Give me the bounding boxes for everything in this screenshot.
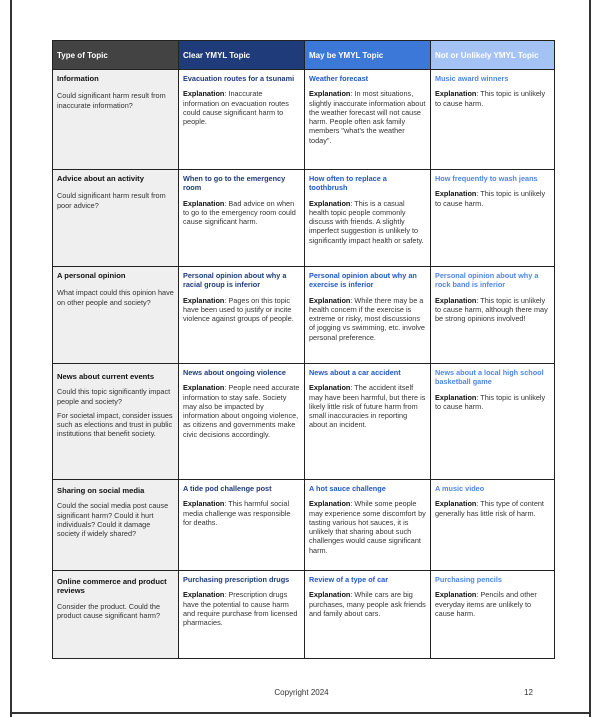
example-title: A hot sauce challenge bbox=[309, 484, 386, 493]
table-row bbox=[53, 267, 555, 364]
example-explanation: Explanation: This is a casual health topic people commonly discuss with friends. A slightly imperfect suggestion is unlikely to significantly impact health or safety. bbox=[309, 198, 424, 245]
topic-question: Could significant harm result from inaccurate information? bbox=[57, 91, 166, 110]
explanation-label: Explanation bbox=[183, 590, 225, 600]
example-title: When to go to the emergency room bbox=[183, 174, 286, 193]
explanation-label: Explanation bbox=[435, 295, 477, 305]
header-clear-ymyl: Clear YMYL Topic bbox=[179, 41, 305, 70]
example-explanation: Explanation: While there may be a health concern if the exercise is extreme or risky, most discussions of jogging vs swimming, etc. involve personal preference. bbox=[309, 295, 425, 342]
topic-title: A personal opinion bbox=[57, 271, 126, 280]
example-explanation: Explanation: The accident itself may have been harmful, but there is likely little risk of future harm from small inaccuracies in reporting about an incident. bbox=[309, 383, 426, 430]
example-explanation: Explanation: This topic is unlikely to cause harm. bbox=[435, 189, 546, 208]
topic-title: Information bbox=[57, 74, 99, 83]
maybe-example-cell bbox=[305, 480, 431, 571]
example-explanation: Explanation: Pencils and other everyday items are unlikely to cause harm. bbox=[435, 590, 537, 618]
topic-cell bbox=[53, 70, 179, 170]
topic-cell bbox=[53, 170, 179, 267]
clear-example-cell bbox=[179, 480, 305, 571]
explanation-label: Explanation bbox=[183, 295, 225, 305]
topic-cell bbox=[53, 480, 179, 571]
clear-example-cell bbox=[179, 267, 305, 364]
example-title: A music video bbox=[435, 484, 485, 493]
example-title: News about ongoing violence bbox=[183, 368, 286, 377]
topic-title: Sharing on social media bbox=[57, 486, 145, 495]
header-type-of-topic: Type of Topic bbox=[53, 41, 179, 70]
topic-question: What impact could this opinion have on other people and society? bbox=[57, 288, 174, 307]
example-explanation: Explanation: Bad advice on when to go to the emergency room could cause significant harm. bbox=[183, 198, 296, 227]
example-title: Evacuation routes for a tsunami bbox=[183, 74, 295, 83]
example-title: News about a car accident bbox=[309, 368, 401, 377]
example-title: News about a local high school basketball game bbox=[435, 368, 544, 387]
example-explanation: Explanation: This topic is unlikely to cause harm. bbox=[435, 89, 546, 108]
maybe-example-cell bbox=[305, 267, 431, 364]
topic-title: News about current events bbox=[57, 372, 155, 381]
example-title: Purchasing pencils bbox=[435, 575, 502, 584]
not-example-cell bbox=[431, 364, 555, 480]
page-number: 12 bbox=[524, 688, 533, 697]
not-example-cell bbox=[431, 480, 555, 571]
explanation-label: Explanation bbox=[183, 89, 225, 99]
topic-question: Could this topic significantly impact people and society? bbox=[57, 387, 171, 406]
explanation-label: Explanation bbox=[309, 89, 351, 99]
topic-cell bbox=[53, 364, 179, 480]
topic-question: Consider the product. Could the product cause significant harm? bbox=[57, 601, 161, 620]
example-explanation: Explanation: Inaccurate information on evacuation routes could cause significant harm to people. bbox=[183, 89, 289, 127]
topic-cell bbox=[53, 267, 179, 364]
topic-title: Online commerce and product reviews bbox=[57, 577, 167, 596]
page-border-right bbox=[589, 0, 591, 717]
table-row bbox=[53, 364, 555, 480]
example-explanation: Explanation: While some people may experience some discomfort by tasting various hot sauces, it is unlikely that sharing about such challenges would cause significant harm. bbox=[309, 499, 426, 555]
explanation-label: Explanation bbox=[309, 590, 351, 600]
not-example-cell bbox=[431, 70, 555, 170]
explanation-label: Explanation bbox=[435, 189, 477, 199]
example-explanation: Explanation: This topic is unlikely to cause harm. bbox=[435, 392, 546, 411]
explanation-label: Explanation bbox=[435, 499, 477, 509]
example-title: Personal opinion about why a rock band is inferior bbox=[435, 271, 539, 290]
page-border-bottom bbox=[10, 712, 591, 714]
clear-example-cell bbox=[179, 571, 305, 659]
not-example-cell bbox=[431, 571, 555, 659]
example-explanation: Explanation: This harmful social media challenge was responsible for deaths. bbox=[183, 499, 291, 527]
clear-example-cell bbox=[179, 170, 305, 267]
example-explanation: Explanation: This topic is unlikely to cause harm, although there may be strong opinions involved! bbox=[435, 295, 548, 324]
topic-question: Could the social media post cause significant harm? Could it hurt individuals? Could it damage society if widely shared? bbox=[57, 501, 169, 539]
topic-question: Could significant harm result from poor advice? bbox=[57, 191, 166, 210]
example-title: Purchasing prescription drugs bbox=[183, 575, 290, 584]
explanation-label: Explanation bbox=[435, 392, 477, 402]
table-row bbox=[53, 571, 555, 659]
not-example-cell bbox=[431, 170, 555, 267]
maybe-example-cell bbox=[305, 571, 431, 659]
maybe-example-cell bbox=[305, 364, 431, 480]
example-title: How frequently to wash jeans bbox=[435, 174, 538, 183]
topic-cell bbox=[53, 571, 179, 659]
header-maybe-ymyl: May be YMYL Topic bbox=[305, 41, 431, 70]
example-title: How often to replace a toothbrush bbox=[309, 174, 387, 193]
explanation-label: Explanation bbox=[183, 499, 225, 509]
explanation-label: Explanation bbox=[309, 295, 351, 305]
example-explanation: Explanation: People need accurate information to stay safe. Society may also be impacted by information about ongoing violence, as citizens and governments make civic decisions accordingly. bbox=[183, 383, 300, 439]
example-title: Music award winners bbox=[435, 74, 509, 83]
explanation-label: Explanation bbox=[183, 198, 225, 208]
topic-title: Advice about an activity bbox=[57, 174, 144, 183]
example-explanation: Explanation: Prescription drugs have the potential to cause harm and require purchase from licensed pharmacies. bbox=[183, 590, 298, 628]
table-row bbox=[53, 70, 555, 170]
explanation-label: Explanation bbox=[309, 383, 351, 393]
example-explanation: Explanation: Pages on this topic have been used to justify or incite violence against groups of people. bbox=[183, 295, 294, 324]
explanation-label: Explanation bbox=[435, 89, 477, 99]
clear-example-cell bbox=[179, 364, 305, 480]
not-example-cell bbox=[431, 267, 555, 364]
table-header-row bbox=[53, 41, 555, 70]
example-explanation: Explanation: In most situations, slightly inaccurate information about the weather forecast will not cause harm. People often ask family members "what's the weather today". bbox=[309, 89, 426, 145]
maybe-example-cell bbox=[305, 70, 431, 170]
example-explanation: Explanation: This type of content generally has little risk of harm. bbox=[435, 499, 544, 518]
ymyl-table bbox=[52, 40, 555, 659]
example-explanation: Explanation: While cars are big purchases, many people ask friends and family about cars. bbox=[309, 590, 426, 618]
example-title: A tide pod challenge post bbox=[183, 484, 272, 493]
table-row bbox=[53, 170, 555, 267]
explanation-label: Explanation bbox=[309, 198, 351, 208]
explanation-label: Explanation bbox=[183, 383, 225, 393]
topic-question: For societal impact, consider issues such as elections and trust in public institutions that benefit society. bbox=[57, 410, 173, 439]
example-title: Personal opinion about why an exercise is inferior bbox=[309, 271, 417, 290]
example-title: Weather forecast bbox=[309, 74, 369, 83]
maybe-example-cell bbox=[305, 170, 431, 267]
table-row bbox=[53, 480, 555, 571]
explanation-label: Explanation bbox=[435, 590, 477, 600]
explanation-label: Explanation bbox=[309, 499, 351, 509]
footer-copyright: Copyright 2024 bbox=[274, 688, 329, 697]
page-border-left bbox=[10, 0, 12, 717]
example-title: Personal opinion about why a racial group is inferior bbox=[183, 271, 287, 290]
example-title: Review of a type of car bbox=[309, 575, 389, 584]
clear-example-cell bbox=[179, 70, 305, 170]
header-not-ymyl: Not or Unlikely YMYL Topic bbox=[431, 41, 555, 70]
